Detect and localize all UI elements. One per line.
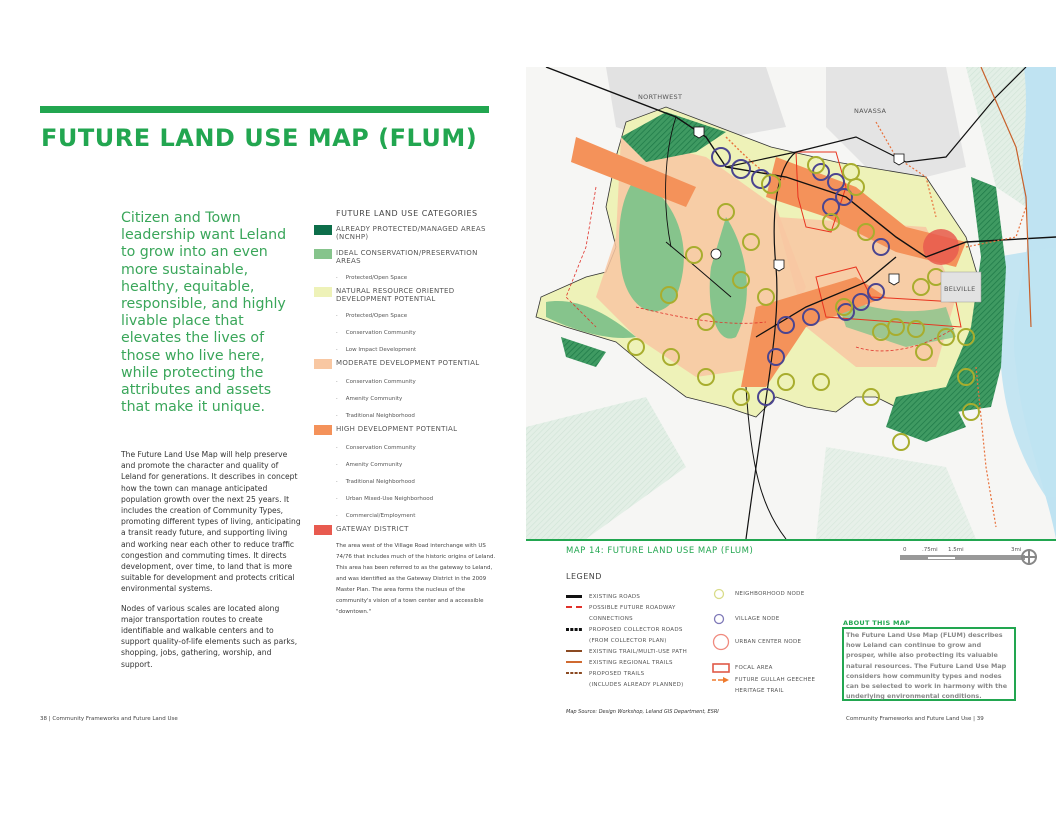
legend-existing-trail xyxy=(566,646,716,657)
legend-heritage-trail-cont xyxy=(735,688,784,694)
legend-title: LEGEND xyxy=(566,572,602,581)
legend-regional-trails xyxy=(566,657,716,668)
legend-label: (FROM COLLECTOR PLAN) xyxy=(589,637,667,644)
scale-label: 3mi xyxy=(1011,547,1022,553)
legend-label: CONNECTIONS xyxy=(589,615,633,622)
about-this-map: The Future Land Use Map (FLUM) describes how Leland can continue to grow and prosper, while also protecting its valuable natural resources. The Future Land Use Map considers how community types and nodes can be selected to work in harmony with the underlying environmental conditions. xyxy=(842,627,1016,701)
category-conservation xyxy=(314,249,504,265)
about-title: ABOUT THIS MAP xyxy=(843,619,911,627)
urban-center-node-icon xyxy=(712,633,730,651)
legend-label: (INCLUDES ALREADY PLANNED) xyxy=(589,681,684,688)
subcategory: · Protected/Open Space xyxy=(336,270,504,287)
gateway-description: The area west of the Village Road interchange with US 74/76 that includes much of the historic origins of Leland. This area has been referred to as the gateway to Leland, and was identified as the Gateway District in the 2009 Master Plan. The area forms the nucleus of the community's vision of a town center and a accessible "downtown." xyxy=(336,543,496,615)
subcategory: · Amenity Community xyxy=(336,457,504,474)
legend-urban-center-node xyxy=(712,633,801,651)
dotted-black-line-icon xyxy=(566,628,582,632)
focal-area-icon xyxy=(712,663,730,673)
subcategory: · Traditional Neighborhood xyxy=(336,474,504,491)
subcategory: · Protected/Open Space xyxy=(336,308,504,325)
legend-label: URBAN CENTER NODE xyxy=(735,639,802,645)
subcategory: · Traditional Neighborhood xyxy=(336,408,504,425)
subcategory: · Conservation Community xyxy=(336,440,504,457)
place-label-belville: BELVILLE xyxy=(944,285,976,293)
legend-label: HERITAGE TRAIL xyxy=(735,688,784,694)
swatch-gateway xyxy=(314,525,332,535)
legend-label: FUTURE GULLAH GEECHEE xyxy=(735,677,816,683)
swatch-moderate xyxy=(314,359,332,369)
legend-label: EXISTING TRAIL/MULTI-USE PATH xyxy=(589,648,688,655)
map-caption: MAP 14: FUTURE LAND USE MAP (FLUM) xyxy=(566,546,754,556)
category-label: MODERATE DEVELOPMENT POTENTIAL xyxy=(336,359,480,367)
lead-paragraph: Citizen and Town leadership want Leland to grow into an even more sustainable, healthy, equitable, responsible, and highly livable place that elevates the lives of those who live here, while protecting the attributes and assets that make it unique. xyxy=(121,210,287,416)
subcategory: · Urban Mixed-Use Neighborhood xyxy=(336,491,504,508)
village-node-icon xyxy=(712,613,726,625)
legend-village-node xyxy=(712,613,780,625)
category-gateway xyxy=(314,525,504,535)
future-land-use-map[interactable] xyxy=(526,67,1056,539)
category-high xyxy=(314,425,504,435)
category-label: NATURAL RESOURCE ORIENTED DEVELOPMENT POTENTIAL xyxy=(336,287,455,303)
swatch-high xyxy=(314,425,332,435)
body-text xyxy=(121,449,303,678)
legend-focal-area xyxy=(712,663,773,673)
neighborhood-node-icon xyxy=(712,588,726,600)
legend-label: NEIGHBORHOOD NODE xyxy=(735,591,805,597)
place-label-northwest: NORTHWEST xyxy=(638,93,683,101)
dashed-red-line-icon xyxy=(566,606,582,610)
dashed-brown-line-icon xyxy=(566,672,582,676)
category-label: IDEAL CONSERVATION/PRESERVATION AREAS xyxy=(336,249,478,265)
legend-label: PROPOSED TRAILS xyxy=(589,670,645,677)
swatch-protected xyxy=(314,225,332,235)
categories-title: FUTURE LAND USE CATEGORIES xyxy=(336,209,478,218)
scale-bar xyxy=(900,547,1025,560)
category-label: HIGH DEVELOPMENT POTENTIAL xyxy=(336,425,458,433)
north-arrow-icon xyxy=(1021,549,1037,565)
map-graphic xyxy=(526,67,1056,539)
category-label: GATEWAY DISTRICT xyxy=(336,525,409,533)
legend-existing-roads xyxy=(566,591,716,602)
subcategory: · Low Impact Development xyxy=(336,342,504,359)
solid-black-line-icon xyxy=(566,595,582,599)
footer-right: Community Frameworks and Future Land Use | 39 xyxy=(846,716,984,722)
subcategory: · Conservation Community xyxy=(336,325,504,342)
scale-label: 1.5mi xyxy=(948,547,964,553)
subcategory: · Amenity Community xyxy=(336,391,504,408)
map-rule xyxy=(526,539,1056,541)
legend-label: EXISTING REGIONAL TRAILS xyxy=(589,659,673,666)
legend-label: FOCAL AREA xyxy=(735,665,773,671)
land-use-categories xyxy=(314,209,504,618)
legend-heritage-trail xyxy=(712,676,815,684)
legend-label: EXISTING ROADS xyxy=(589,593,641,600)
legend-lines xyxy=(566,591,716,690)
solid-brown-line-icon xyxy=(566,650,582,654)
category-moderate xyxy=(314,359,504,369)
map-source: Map Source: Design Workshop, Leland GIS Department, ESRI xyxy=(566,709,719,715)
heritage-trail-arrow-icon xyxy=(712,676,730,684)
body-paragraph: The Future Land Use Map will help preserve and promote the character and quality of Leland for generations. It describes in concept how the town can manage anticipated population growth over the next 25 years. It includes the creation of Community Types, promoting different types of living, anticipating a transit ready future, and supporting living and working near each other to reduce traffic congestion and commuting times. It directs development, over time, to land that is more suitable for development and protects critical environmental systems. xyxy=(121,450,301,594)
category-protected xyxy=(314,225,504,241)
legend-label: PROPOSED COLLECTOR ROADS xyxy=(589,626,683,633)
swatch-natural xyxy=(314,287,332,297)
page-title: FUTURE LAND USE MAP (FLUM) xyxy=(41,124,478,152)
title-rule xyxy=(40,106,489,113)
legend-label: POSSIBLE FUTURE ROADWAY xyxy=(589,604,676,611)
place-label-navassa: NAVASSA xyxy=(854,107,887,115)
body-paragraph: Nodes of various scales are located along major transportation routes to create identifiable and walkable centers and to support quality-of-life elements such as parks, shopping, jobs, gathering, worship, and support. xyxy=(121,603,298,669)
category-natural xyxy=(314,287,504,303)
legend-neighborhood-node xyxy=(712,588,804,600)
scale-bar-graphic xyxy=(900,555,1025,560)
legend-label: VILLAGE NODE xyxy=(735,616,780,622)
legend-proposed-trails xyxy=(566,668,716,679)
subcategory: · Commercial/Employment xyxy=(336,508,504,525)
swatch-conservation xyxy=(314,249,332,259)
subcategory: · Conservation Community xyxy=(336,374,504,391)
scale-label: .75mi xyxy=(922,547,938,553)
legend-collector-roads xyxy=(566,624,716,635)
scale-label: 0 xyxy=(903,547,907,553)
solid-orange-line-icon xyxy=(566,661,582,665)
category-label: ALREADY PROTECTED/MANAGED AREAS (NCNHP) xyxy=(336,225,486,241)
footer-left: 38 | Community Frameworks and Future Land Use xyxy=(40,716,178,722)
legend-future-roadway xyxy=(566,602,716,613)
